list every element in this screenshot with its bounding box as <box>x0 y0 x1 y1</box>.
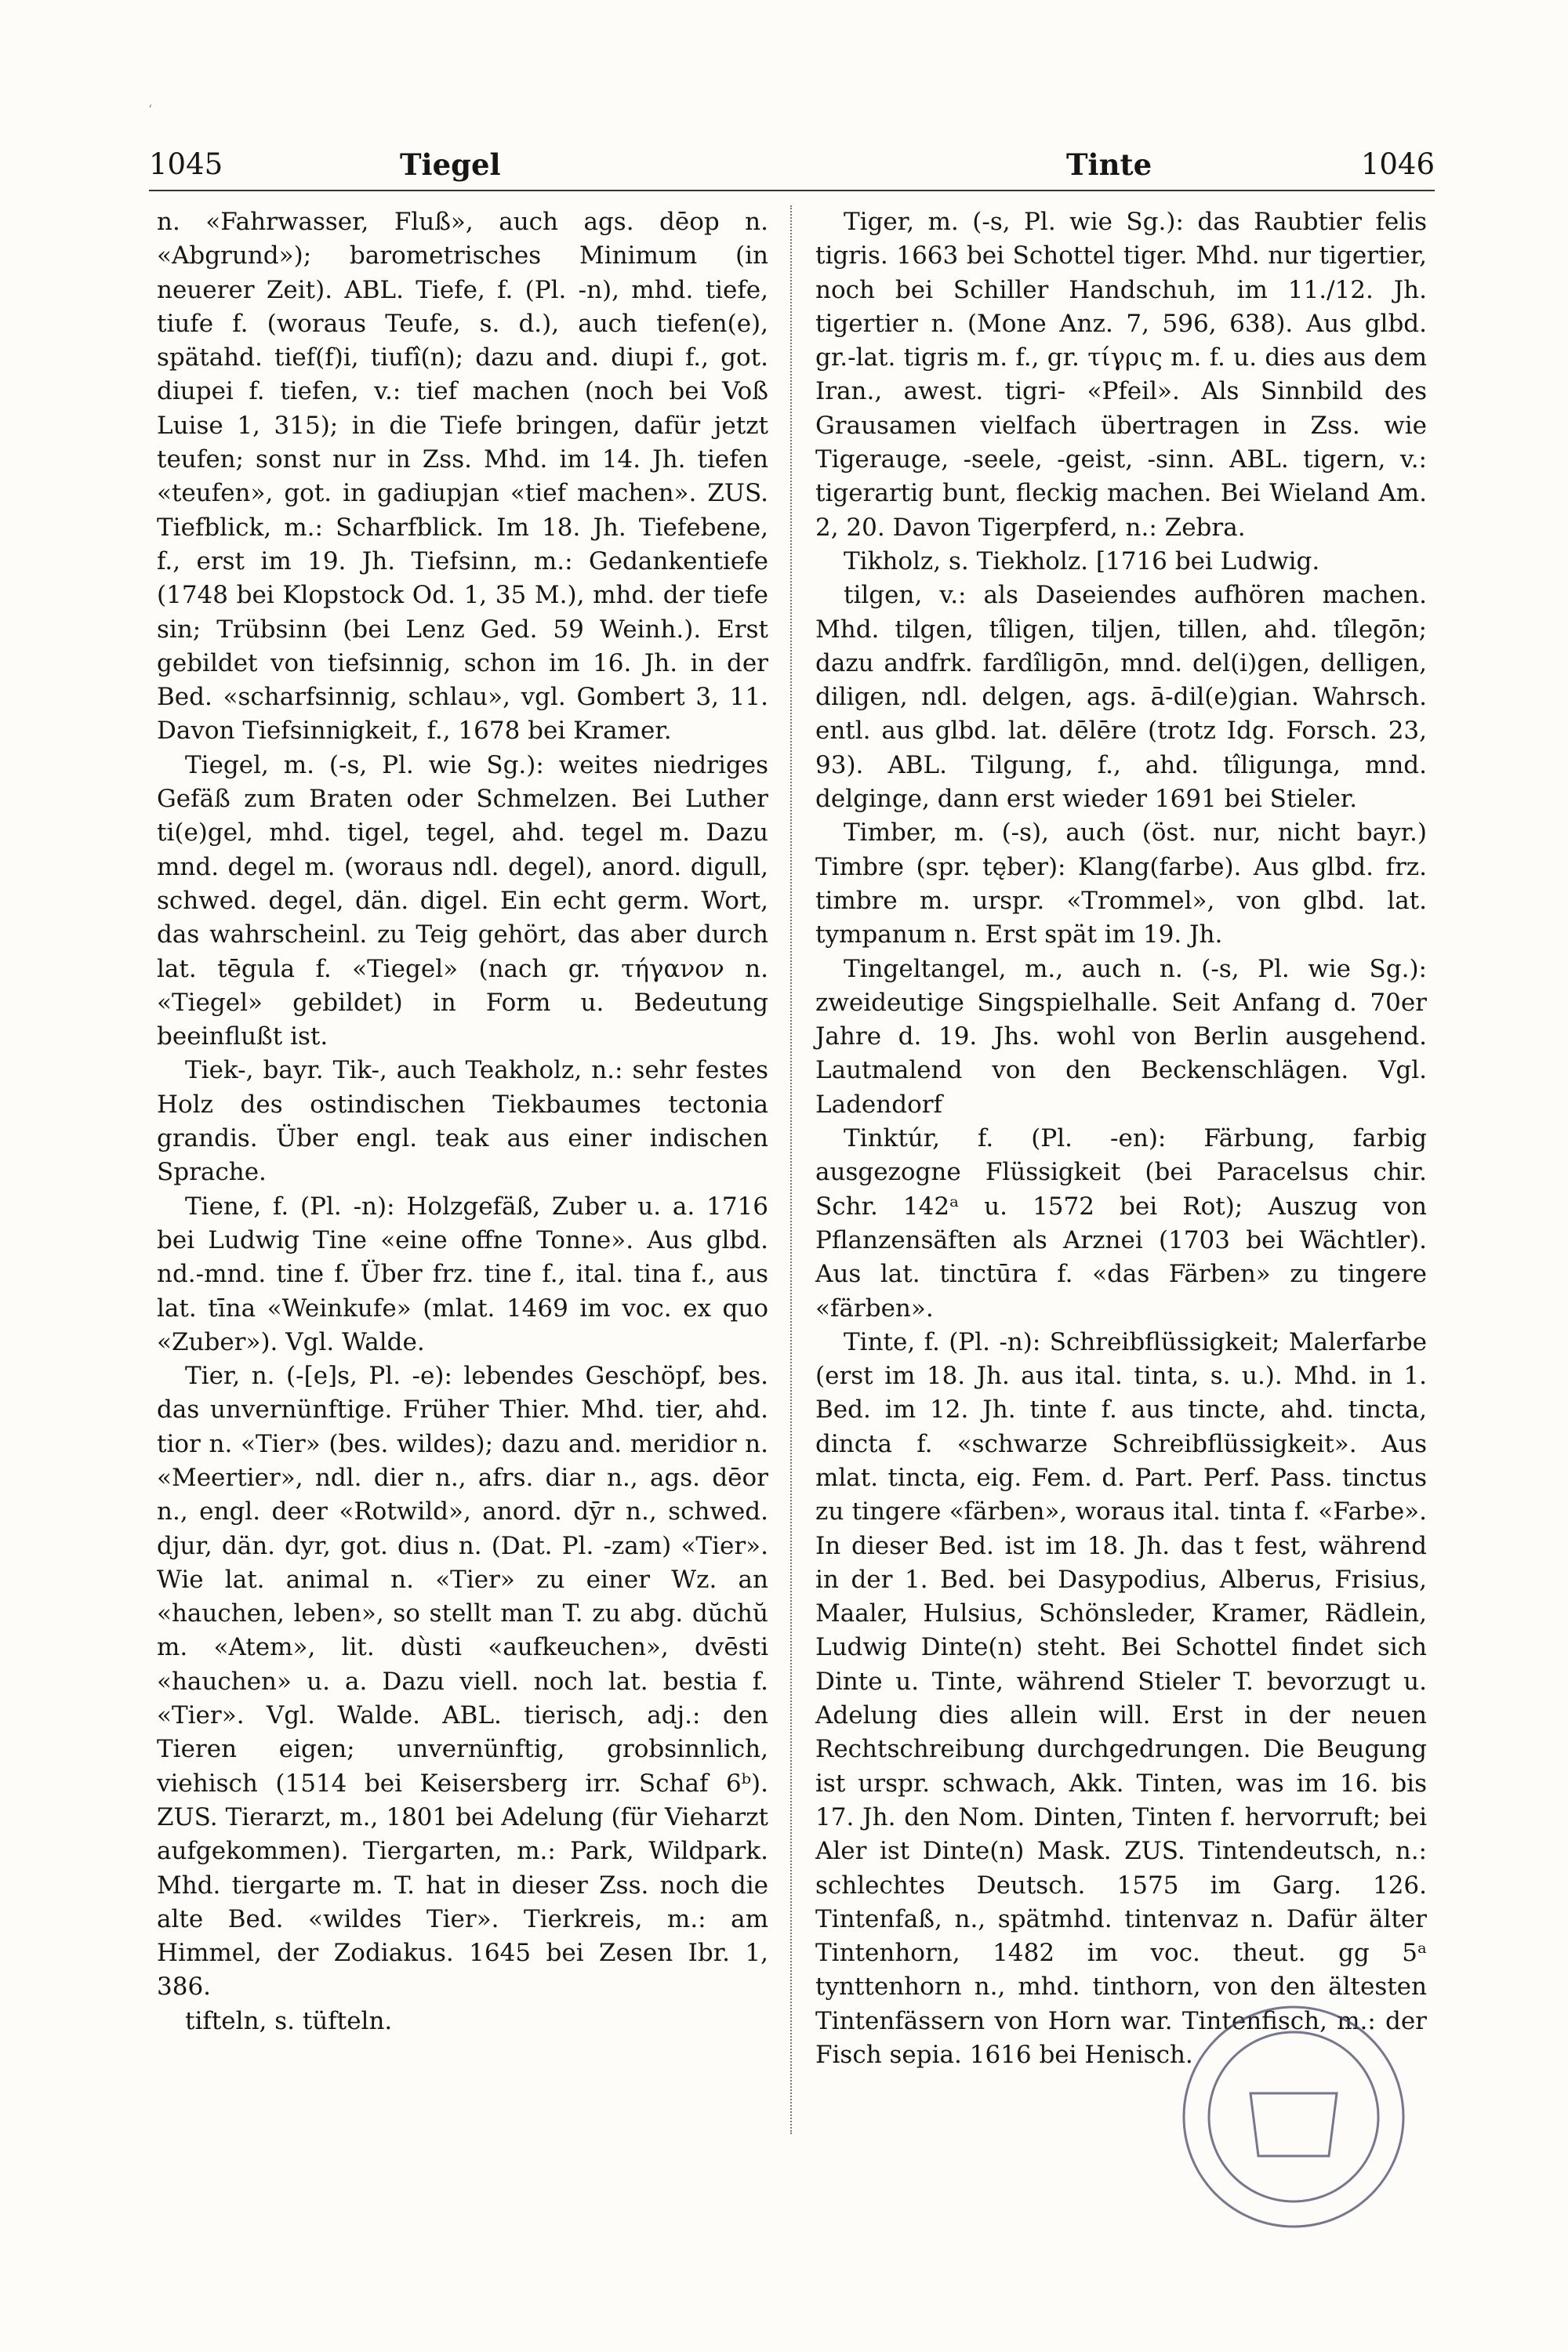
header-rule <box>149 190 1435 191</box>
dictionary-entry: Tingeltangel, m., auch n. (-s, Pl. wie Sg.): zweideutige Singspielhalle. Seit Anfang d. 70er Jahre d. 19. Jhs. wohl von Berlin ausgehend. Lautmalend von den Beckenschlägen. Vgl. Ladendorf <box>815 954 1427 1119</box>
dictionary-entry: Tiger, m. (-s, Pl. wie Sg.): das Raubtier felis tigris. 1663 bei Schottel tiger. Mhd. nur tigertier, noch bei Schiller Handschuh, im 11./12. Jh. tigertier n. (Mone Anz. 7, 596, 638). Aus glbd. gr.-lat. tigris m. f., gr. τίγρις m. f. u. dies aus dem Iran., awest. tigri- «Pfeil». Als Sinnbild des Grausamen vielfach übertragen in Zss. wie Tigerauge, -seele, -geist, -sinn. ABL. tigern, v.: tigerartig bunt, fleckig machen. Bei Wieland Am. 2, 20. Davon Tigerpferd, n.: Zebra. <box>815 208 1427 542</box>
library-stamp <box>1176 1999 1411 2234</box>
dictionary-entry: Tiegel, m. (-s, Pl. wie Sg.): weites niedriges Gefäß zum Braten oder Schmelzen. Bei Luther ti(e)gel, mhd. tigel, tegel, ahd. tegel m. Dazu mnd. degel m. (woraus ndl. degel), anord. digull, schwed. degel, dän. digel. Ein echt germ. Wort, das wahrscheinl. zu Teig gehört, das aber durch lat. tēgula f. «Tiegel» (nach gr. τήγανον n. «Tiegel» gebildet) in Form u. Bedeutung beeinflußt ist. <box>157 750 768 1051</box>
left-page-number: 1045 <box>149 147 223 181</box>
right-page-number: 1046 <box>1360 147 1435 181</box>
dictionary-entry: Timber, m. (-s), auch (öst. nur, nicht bayr.) Timbre (spr. tęber): Klang(farbe). Aus glbd. frz. timbre m. urspr. «Trommel», von glbd. lat. tympanum n. Erst spät im 19. Jh. <box>815 818 1427 949</box>
dictionary-entry: tilgen, v.: als Daseiendes aufhören machen. Mhd. tilgen, tîligen, tiljen, tillen, ahd. tîlegōn; dazu andfrk. fardîligōn, mnd. del(i)gen, delligen, diligen, ndl. delgen, ags. ā-dil(e)gian. Wahrsch. entl. aus glbd. lat. dēlēre (trotz Idg. Forsch. 23, 93). ABL. Tilgung, f., ahd. tîligunga, mnd. delginge, dann erst wieder 1691 bei Stieler. <box>815 581 1427 814</box>
right-running-head: Tinte <box>1066 147 1152 182</box>
dictionary-entry: Tikholz, s. Tiekholz. [1716 bei Ludwig. <box>844 546 1320 575</box>
stamp-emblem <box>1250 2093 1337 2156</box>
dictionary-entry: Tiek-, bayr. Tik-, auch Teakholz, n.: sehr festes Holz des ostindischen Tiekbaumes tectonia grandis. Über engl. teak aus einer indischen Sprache. <box>157 1056 768 1187</box>
stamp-inner-ring <box>1209 2032 1378 2201</box>
page-header <box>149 147 1435 194</box>
dictionary-entry: Tinte, f. (Pl. -n): Schreibflüssigkeit; Malerfarbe (erst im 18. Jh. aus ital. tinta, s. u.). Mhd. in 1. Bed. im 12. Jh. tinte f. aus tincte, ahd. tincta, dincta f. «schwarze Schreibflüssigkeit». Aus mlat. tincta, eig. Fem. d. Part. Perf. Pass. tinctus zu tingere «färben», woraus ital. tinta f. «Farbe». In dieser Bed. ist im 18. Jh. das t fest, während in der 1. Bed. bei Dasypodius, Alberus, Frisius, Maaler, Hulsius, Schönsleder, Kramer, Rädlein, Ludwig Dinte(n) steht. Bei Schottel findet sich Dinte u. Tinte, während Stieler T. bevorzugt u. Adelung dies allein will. Erst in der neuen Rechtschreibung durchgedrungen. Die Beugung ist urspr. schwach, Akk. Tinten, was im 16. bis 17. Jh. den Nom. Dinten, Tinten f. hervorruft; bei Aler ist Dinte(n) Mask. ZUS. Tintendeutsch, n.: schlechtes Deutsch. 1575 im Garg. 126. Tintenfaß, n., spätmhd. tintenvaz n. Dafür älter Tintenhorn, 1482 im voc. theut. gg 5ᵃ tynttenhorn n., mhd. tinthorn, von den ältesten Tintenfässern von Horn war. Tintenfisch, m.: der Fisch sepia. 1616 bei Henisch. <box>815 1327 1427 2070</box>
dictionary-entry: n. «Fahrwasser, Fluß», auch ags. dēop n. «Abgrund»); barometrisches Minimum (in neuerer Zeit). ABL. Tiefe, f. (Pl. -n), mhd. tiefe, tiufe f. (woraus Teufe, s. d.), auch tiefen(e), spätahd. tief(f)i, tiufî(n); dazu and. diupi f., got. diupei f. tiefen, v.: tief machen (noch bei Voß Luise 1, 315); in die Tiefe bringen, dafür jetzt teufen; sonst nur in Zss. Mhd. im 14. Jh. tiefen «teufen», got. in gadiupjan «tief machen». ZUS. Tiefblick, m.: Scharfblick. Im 18. Jh. Tiefebene, f., erst im 19. Jh. Tiefsinn, m.: Gedankentiefe (1748 bei Klopstock Od. 1, 35 M.), mhd. der tiefe sin; Trübsinn (bei Lenz Ged. 59 Weinh.). Erst gebildet von tiefsinnig, schon im 16. Jh. in der Bed. «scharfsinnig, schlau», vgl. Gombert 3, 11. Davon Tiefsinnigkeit, f., 1678 bei Kramer. <box>157 208 768 746</box>
right-column <box>815 205 1427 2072</box>
column-divider <box>790 205 792 2134</box>
page-mark: ‘ <box>148 102 153 117</box>
left-running-head: Tiegel <box>400 147 501 182</box>
dictionary-entry: Tinktúr, f. (Pl. -en): Färbung, farbig ausgezogne Flüssigkeit (bei Paracelsus chir. Schr. 142ᵃ u. 1572 bei Rot); Auszug von Pflanzensäften als Arznei (1703 bei Wächtler). Aus lat. tinctūra f. «das Färben» zu tingere «färben». <box>815 1124 1427 1323</box>
left-column <box>157 205 768 2038</box>
stamp-outer-ring <box>1184 2007 1403 2227</box>
dictionary-entry: Tiene, f. (Pl. -n): Holzgefäß, Zuber u. a. 1716 bei Ludwig Tine «eine offne Tonne». Aus glbd. nd.-mnd. tine f. Über frz. tine f., ital. tina f., aus lat. tīna «Weinkufe» (mlat. 1469 im voc. ex quo «Zuber»). Vgl. Walde. <box>157 1192 768 1356</box>
dictionary-entry: tifteln, s. tüfteln. <box>185 2006 393 2035</box>
dictionary-entry: Tier, n. (-[e]s, Pl. -e): lebendes Geschöpf, bes. das unvernünftige. Früher Thier. Mhd. tier, ahd. tior n. «Tier» (bes. wildes); dazu and. meridior n. «Meertier», ndl. dier n., afrs. diar n., ags. dēor n., engl. deer «Rotwild», anord. dȳr n., schwed. djur, dän. dyr, got. dius n. (Dat. Pl. -zam) «Tier». Wie lat. animal n. «Tier» zu einer Wz. an «hauchen, leben», so stellt man T. zu abg. dŭchŭ m. «Atem», lit. dùsti «aufkeuchen», dvēsti «hauchen» u. a. Dazu viell. noch lat. bestia f. «Tier». Vgl. Walde. ABL. tierisch, adj.: den Tieren eigen; unvernünftig, grobsinnlich, viehisch (1514 bei Keisersberg irr. Schaf 6ᵇ). ZUS. Tierarzt, m., 1801 bei Adelung (für Vieharzt aufgekommen). Tiergarten, m.: Park, Wildpark. Mhd. tiergarte m. T. hat in dieser Zss. noch die alte Bed. «wildes Tier». Tierkreis, m.: am Himmel, der Zodiakus. 1645 bei Zesen Ibr. 1, 386. <box>157 1362 768 2002</box>
